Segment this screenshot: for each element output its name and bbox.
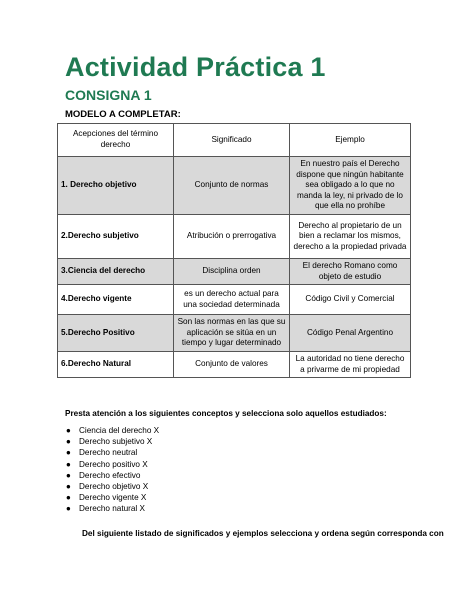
example-cell: La autoridad no tiene derecho a privarme de mi propiedad [290, 351, 411, 377]
list-item-label: Derecho neutral [79, 448, 138, 458]
meaning-cell: Conjunto de valores [174, 351, 290, 377]
concept-cell: 2.Derecho subjetivo [58, 214, 174, 258]
table-header-row [58, 124, 411, 157]
table-row [58, 214, 411, 258]
list-item [65, 481, 159, 492]
example-cell: El derecho Romano como objeto de estudio [290, 258, 411, 284]
bullet-icon: ● [66, 426, 71, 435]
list-item [65, 459, 159, 470]
list-item-label: Derecho objetivo X [79, 481, 149, 491]
list-item [65, 503, 159, 514]
table-row [58, 157, 411, 215]
list-item [65, 447, 159, 458]
header-concept: Acepciones del término derecho [58, 124, 174, 157]
list-item [65, 425, 159, 436]
concept-cell: 3.Ciencia del derecho [58, 258, 174, 284]
list-item-label: Derecho vigente X [79, 493, 147, 503]
list-item-label: Ciencia del derecho X [79, 426, 160, 435]
concept-cell: 5.Derecho Positivo [58, 315, 174, 352]
concept-cell: 4.Derecho vigente [58, 285, 174, 315]
bullet-icon: ● [66, 481, 71, 491]
bullet-icon: ● [66, 504, 71, 514]
table-row [58, 258, 411, 284]
page-title: Actividad Práctica 1 [65, 52, 326, 82]
example-cell: Derecho al propietario de un bien a reclamar los mismos, derecho a la propiedad privada [290, 214, 411, 258]
model-label: MODELO A COMPLETAR: [65, 109, 181, 120]
instruction-text: Presta atención a los siguientes conceptos y selecciona solo aquellos estudiados: [65, 409, 387, 418]
final-instruction-text: Del siguiente listado de significados y ejemplos selecciona y ordena según corresponda con [82, 529, 444, 538]
list-item [65, 470, 159, 481]
concept-list [65, 425, 159, 515]
section-heading: CONSIGNA 1 [65, 87, 152, 103]
example-cell: En nuestro país el Derecho dispone que ningún habitante sea obligado a lo que no manda la ley, ni privado de lo que ella no prohíbe [290, 157, 411, 215]
header-example: Ejemplo [290, 124, 411, 157]
table-row [58, 351, 411, 377]
bullet-icon: ● [66, 493, 71, 503]
example-cell: Código Civil y Comercial [290, 285, 411, 315]
meaning-cell: Son las normas en las que su aplicación se sitúa en un tiempo y lugar determinado [174, 315, 290, 352]
concept-cell: 6.Derecho Natural [58, 351, 174, 377]
meaning-cell: Atribución o prerrogativa [174, 214, 290, 258]
table-row [58, 315, 411, 352]
list-item [65, 436, 159, 447]
list-item-label: Derecho efectivo [79, 470, 141, 480]
list-item [65, 492, 159, 503]
meaning-cell: Conjunto de normas [174, 157, 290, 215]
list-item-label: Derecho natural X [79, 504, 145, 514]
table-row [58, 285, 411, 315]
bullet-icon: ● [66, 470, 71, 480]
meaning-cell: Disciplina orden [174, 258, 290, 284]
concept-cell: 1. Derecho objetivo [58, 157, 174, 215]
header-meaning: Significado [174, 124, 290, 157]
bullet-icon: ● [66, 437, 71, 447]
list-item-label: Derecho positivo X [79, 459, 148, 469]
example-cell: Código Penal Argentino [290, 315, 411, 352]
bullet-icon: ● [66, 459, 71, 469]
bullet-icon: ● [66, 448, 71, 458]
list-item-label: Derecho subjetivo X [79, 437, 153, 447]
meaning-cell: es un derecho actual para una sociedad determinada [174, 285, 290, 315]
definitions-table [57, 123, 411, 378]
